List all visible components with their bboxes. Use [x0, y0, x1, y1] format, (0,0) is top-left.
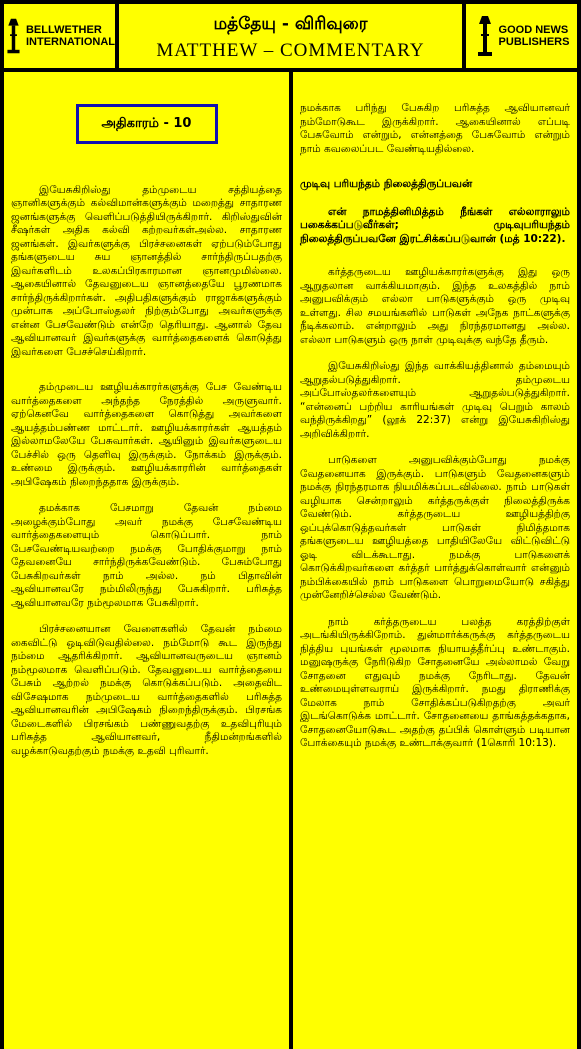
- left-column: [4, 72, 289, 1049]
- paragraph: நாம் கர்த்தருடைய பலத்த கரத்திற்குள் அடங்கியிருக்கிறோம். துன்மார்க்கருக்கு கர்த்தருடைய நித்திய புயங்கள் மூலமாக நியாயத்தீர்ப்பு உண்டாகும். மனுஷருக்கு நேரிடுகிற சோதனையே அல்லாமல் வேறு சோதனை எதுவும் நமக்கு நேரிடாது. தேவன் உண்மையுள்ளவராய் இருக்கிறார். நமது திராணிக்கு மேலாக நாம் சோதிக்கப்படுகிறதற்கு அவர் இடங்கொடுக்க மாட்டார். சோதனையை தாங்கத்தக்கதாக, சோதனையோடுகூட அதற்கு தப்பிக் கொள்ளும் படியான போக்கையும் நமக்கு உண்டாக்குவார் (1கொரி 10:13).: [300, 615, 570, 749]
- right-column: [293, 72, 577, 1049]
- header-title-box: [119, 4, 462, 68]
- lamp-post-icon: [4, 14, 23, 58]
- page-title-tamil: மத்தேயு - விரிவுரை: [213, 14, 368, 34]
- paragraph: பிரச்சனையான வேளைகளில் தேவன் நம்மை கைவிட்டு ஒடிவிடுவதில்லை. நம்மோடு கூட இருந்து நம்மை ஆதரிக்கிறார். ஆவியானவருடைய ஞானம் நம்மூலமாக வெளிப்படும். தேவனுடைய வார்த்தையை பேசும் ஆற்றல் நமக்கு கொடுக்கப்படும். அதைவிட விசேஷமாக நம்முடைய வார்த்தைகளில் பரிசுத்த ஆவியானவரின் அபிஷேகம் நிறைந்திருக்கும். பிரசங்க மேடைகளில் பிரசங்கம் பண்ணுவதற்கு உதவிபுரியும் பரிசுத்த ஆவியானவர், நீதிமன்றங்களில் வழக்காடுவதற்கும் நமக்கு உதவி புரிவார்.: [11, 623, 282, 757]
- scripture-quote: என் நாமத்தினிமித்தம் நீங்கள் எல்லாராலும் பகைக்கப்படுவீர்கள்; முடிவுபரியந்தம் நிலைத்திருப்பவனே இரட்சிக்கப்படுவான் (மத் 10:22).: [300, 205, 570, 245]
- paragraph: கர்த்தருடைய ஊழியக்காரர்களுக்கு இது ஒரு ஆறுதலான வாக்கியமாகும். இந்த உலகத்தில் நாம் அனுபவிக்கும் எல்லா பாடுகளுக்கும் ஒரு முடிவு உள்ளது. சில சமயங்களில் பாடுகள் அநேக நாட்களுக்கு நீடிக்கலாம். என்றாலும் அது நிரந்தரமானது அல்ல. எல்லா பாடுகளும் ஒரு நாள் முடிவுக்கு வந்தே தீரும்.: [300, 266, 570, 346]
- lamp-post-icon: [474, 14, 496, 58]
- logo-line-2: INTERNATIONAL: [25, 36, 115, 48]
- paragraph: தம்முடைய ஊழியக்காரர்களுக்கு பேச வேண்டிய வார்த்தைகளை அந்தந்த நேரத்தில் அருளுவார். ஏற்கெனவே வார்த்தைகளை கொடுத்து அவர்களை ஆயத்தம்பண்ண மாட்டார். ஊழியக்காரர்கள் ஆயத்தம் இல்லாமலேயே பேசுவார்கள். ஆயினும் இவர்களுடைய பேச்சில் ஒரு தெளிவு இருக்கும். நோக்கம் இருக்கும். உண்மை இருக்கும். ஊழியக்காரரின் வார்த்தைகள் அபிஷேகம் நிறைந்ததாக இருக்கும்.: [11, 381, 282, 488]
- paragraph: இயேசுகிறிஸ்து இந்த வாக்கியத்தினால் தம்மையும் ஆறுதல்படுத்துகிறார். தம்முடைய அப்போஸ்தலர்களையும் ஆறுதல்படுத்துகிறார். “என்னைப் பற்றிய காரியங்கள் முடிவு பெறும் காலம் வந்திருக்கிறது” (லூக் 22:37) என்று இயேசுகிறிஸ்து அறிவிக்கிறார்.: [300, 360, 570, 440]
- logo-line-2: PUBLISHERS: [498, 36, 570, 48]
- paragraph: இயேசுகிறிஸ்து தம்முடைய சத்தியத்தை ஞானிகளுக்கும் கல்விமான்களுக்கும் மறைத்து சாதாரண ஜனங்களுக்கு வெளிப்படுத்தியிருக்கிறார். கிறிஸ்துவின் சீஷர்கள் அதிக கல்வி கற்றவர்கள்அல்ல. சாதாரண ஜனங்கள். இவர்களுக்கு பிரச்சனைகள் ஏற்படும்போது தங்களுடைய சுய ஞானத்தில் சார்ந்திருப்பதற்கு இவர்களிடம் உலகப்பிரகாரமான ஞானமுமில்லை. ஆகையினால் தேவனுடைய ஞானத்தையே பூரணமாக சார்ந்திருக்கிறார்கள். அதிபதிகளுக்கும் ராஜாக்களுக்கும் முன்பாக அப்போஸ்தலர் நிற்கும்போது அவர்களுக்கு என்ன பேசவேண்டும் என்றே தெரியாது. ஆனால் தேவ ஆவியானவர் இவர்களுக்கு வார்த்தைகளைக் கொடுத்து இவர்களை பேசச்செய்கிறார்.: [11, 183, 282, 358]
- section-heading: முடிவு பரியந்தம் நிலைத்திருப்பவன்: [300, 178, 473, 190]
- good-news-logo: [466, 4, 577, 68]
- paragraph: தமக்காக பேசமாறு தேவன் நம்மை அழைக்கும்போது அவர் நமக்கு பேசவேண்டிய வார்த்தைகளையும் கொடுப்பார். நாம் பேசவேண்டியவற்றை நமக்கு போதிக்குமாறு நாம் தேவனையே சார்ந்திருக்கவேண்டும். பேசும்போது பேசுகிறவர்கள் நாம் அல்ல. நம் பிதாவின் ஆவியானவரே நம்மிலிருந்து பேசுகிறார். பரிசுத்த ஆவியானவரே நம்மூலமாக பேசுகிறார்.: [11, 502, 282, 609]
- paragraph: நமக்காக பரிந்து பேசுகிற பரிசுத்த ஆவியானவர் நம்மோடுகூட இருக்கிறார். ஆகையினால் எப்படி பேசுவோம் என்றும், என்னத்தை பேசுவோம் என்றும் நாம் கவலைப்பட வேண்டியதில்லை.: [300, 102, 570, 155]
- logo-line-1: BELLWETHER: [25, 24, 102, 36]
- paragraph: பாடுகளை அனுபவிக்கும்போது நமக்கு வேதனையாக இருக்கும். பாடுகளும் வேதனைகளும் நமக்கு நிரந்தரமாக நியமிக்கப்படவில்லை. நாம் பாடுகள் வழியாக சென்றாலும் கர்த்தருக்குள் நிலைத்திருக்க வேண்டும். கர்த்தருடைய ஊழியத்திற்கு ஒப்புக்கொடுத்தவர்கள் பாடுகள் நிமித்தமாக தங்களுடைய ஊழியத்தை பாதியிலேயே விட்டுவிட்டு ஓடி விடக்கூடாது. நமக்கு பாடுகளைக் கொடுக்கிறவர்களை கர்த்தர் பார்த்துக்கொள்வார் என்னும் நம்பிக்கையில் நாம் பாடுகளை பொறுமையோடு சகித்து முன்னேறிச்செல்ல வேண்டும்.: [300, 454, 570, 601]
- page-title-english: MATTHEW – COMMENTARY: [156, 40, 425, 61]
- bellwether-logo: [4, 4, 115, 68]
- logo-line-1: GOOD NEWS: [498, 24, 569, 36]
- chapter-label: அதிகாரம் - 10: [76, 104, 218, 144]
